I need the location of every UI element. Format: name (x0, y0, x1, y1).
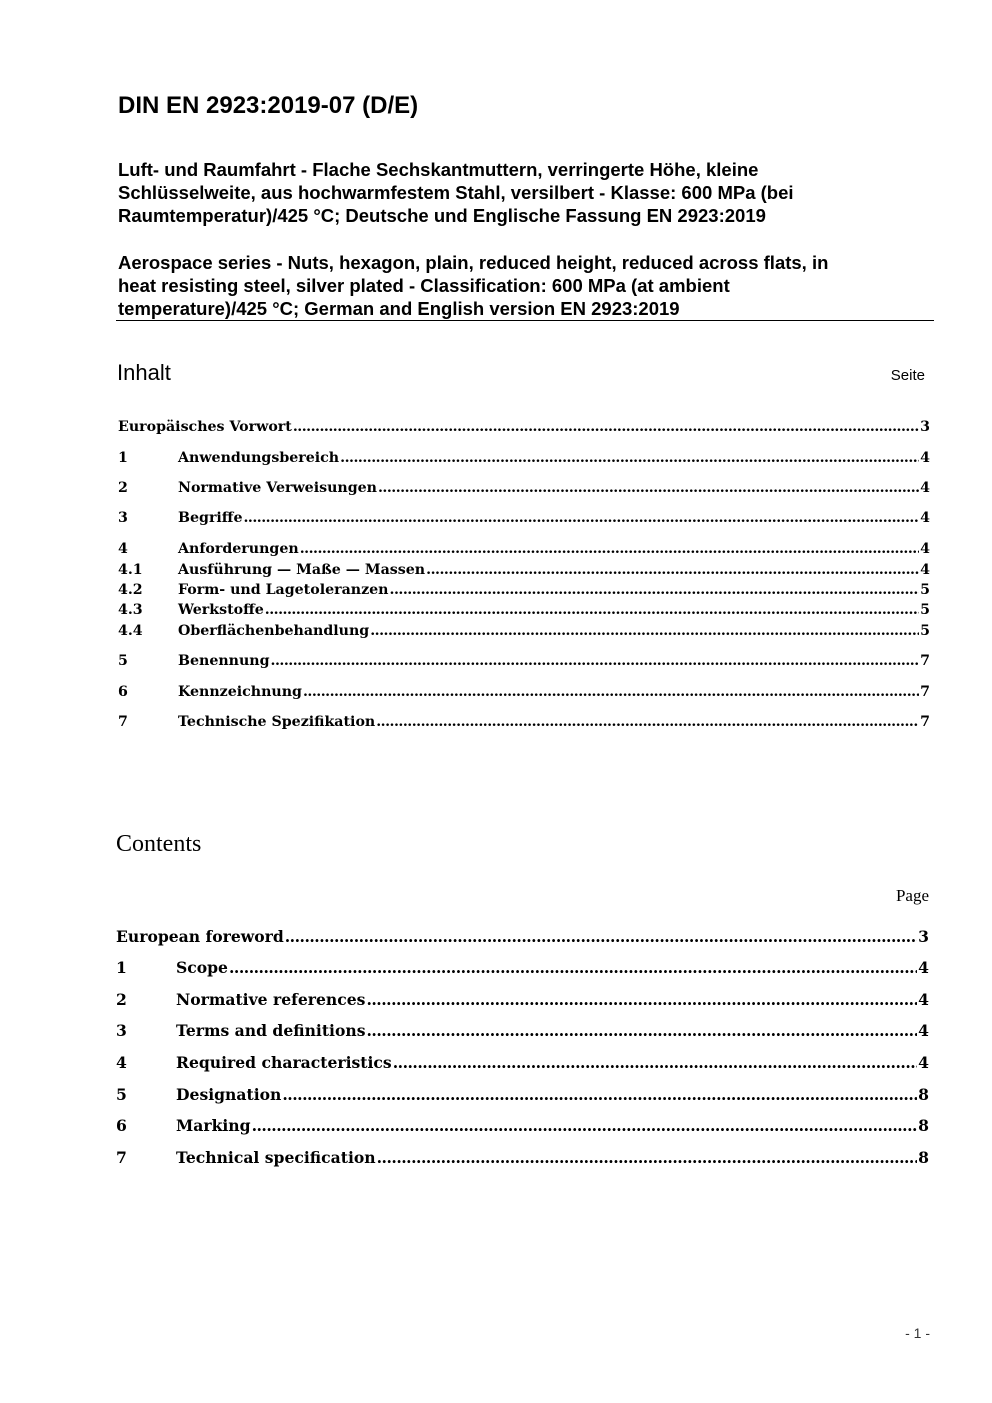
toc-leader-dots (367, 1021, 918, 1041)
toc-heading-german: Inhalt (117, 360, 171, 385)
toc-entry-title: Benennung (178, 653, 270, 669)
toc-entry-number: 4 (116, 1053, 127, 1072)
toc-leader-dots (377, 1148, 918, 1168)
toc-entry-page: 5 (920, 623, 930, 639)
toc-entry-title: Anforderungen (178, 541, 299, 557)
toc-leader-dots (282, 1085, 917, 1105)
toc-entry-title: Terms and definitions (176, 1021, 366, 1040)
toc-page-label-english: Page (895, 886, 929, 905)
toc-heading-english: Contents (116, 831, 202, 857)
subtitle-line: Raumtemperatur)/425 °C; Deutsche und Englische Fassung EN 2923:2019 (118, 205, 766, 226)
toc-entry[interactable] (116, 990, 929, 1010)
toc-entry-number: 1 (116, 958, 127, 977)
toc-entry[interactable] (116, 1085, 929, 1105)
subtitle-line: Aerospace series - Nuts, hexagon, plain, reduced height, reduced across flats, in (118, 252, 829, 273)
toc-entry-number: 4 (118, 541, 128, 557)
toc-entry-title: Kennzeichnung (178, 684, 302, 700)
toc-entry-page: 8 (918, 1085, 929, 1104)
toc-entry-page: 7 (920, 714, 930, 730)
page-number: - 1 - (905, 1325, 930, 1341)
toc-entry[interactable] (116, 927, 929, 947)
toc-entry-number: 4.1 (118, 562, 143, 578)
toc-entry[interactable] (116, 958, 929, 978)
toc-entry-number: 7 (116, 1148, 127, 1167)
document-title: DIN EN 2923:2019-07 (D/E) (118, 92, 419, 119)
toc-entry-title: Anwendungsbereich (178, 450, 340, 466)
toc-entry-page: 4 (920, 510, 930, 526)
toc-entry-page: 4 (920, 480, 930, 496)
toc-entry-title: Scope (176, 958, 228, 977)
toc-leader-dots (252, 1116, 918, 1136)
toc-entry-number: 5 (118, 653, 128, 669)
toc-leader-dots (229, 958, 917, 978)
toc-entry-page: 4 (920, 450, 930, 466)
toc-entry-title: Required characteristics (176, 1053, 392, 1072)
toc-entry-page: 3 (918, 927, 929, 946)
toc-page-label-german: Seite (890, 367, 925, 384)
toc-entry-number: 7 (118, 714, 128, 730)
toc-entry-page: 4 (918, 1053, 929, 1072)
toc-entry-title: Normative references (176, 990, 366, 1009)
toc-entry-number: 1 (118, 450, 128, 466)
toc-entry-number: 3 (116, 1021, 127, 1040)
toc-entry-title: Werkstoffe (178, 602, 264, 618)
toc-entry[interactable] (116, 1021, 929, 1041)
toc-entry[interactable] (116, 1053, 929, 1073)
toc-entry-number: 4.4 (118, 623, 143, 639)
toc-entry-page: 8 (918, 1148, 929, 1167)
toc-entry-page: 4 (920, 562, 930, 578)
toc-entry-title: Technical specification (176, 1148, 376, 1167)
toc-entry-number: 6 (116, 1116, 127, 1135)
toc-entry-number: 4.2 (118, 582, 143, 598)
toc-entry-title: European foreword (116, 927, 284, 946)
toc-entry-page: 4 (920, 541, 930, 557)
toc-entry-page: 3 (920, 419, 930, 435)
toc-entry-number: 6 (118, 684, 128, 700)
toc-entry[interactable] (116, 1116, 929, 1136)
toc-entry-title: Designation (176, 1085, 282, 1104)
toc-leader-dots (393, 1053, 917, 1073)
toc-entry-title: Ausführung — Maße — Massen (178, 562, 426, 578)
toc-entry-number: 2 (116, 990, 127, 1009)
toc-entry-page: 7 (920, 684, 930, 700)
toc-leader-dots (366, 990, 917, 1010)
toc-entry-page: 5 (920, 602, 930, 618)
toc-entry-number: 5 (116, 1085, 127, 1104)
toc-entry-number: 4.3 (118, 602, 143, 618)
toc-english (116, 0, 929, 1403)
toc-entry-title: Technische Spezifikation (178, 714, 376, 730)
toc-entry-title: Europäisches Vorwort (118, 419, 292, 435)
toc-entry-page: 7 (920, 653, 930, 669)
toc-entry-number: 2 (118, 480, 128, 496)
toc-entry-page: 4 (918, 990, 929, 1009)
subtitle-line: Schlüsselweite, aus hochwarmfestem Stahl, versilbert - Klasse: 600 MPa (bei (118, 182, 794, 203)
subtitle-line: heat resisting steel, silver plated - Classification: 600 MPa (at ambient (118, 275, 730, 296)
toc-entry[interactable] (116, 1148, 929, 1168)
toc-entry-page: 4 (918, 1021, 929, 1040)
toc-entry-number: 3 (118, 510, 128, 526)
toc-entry-page: 8 (918, 1116, 929, 1135)
toc-entry-page: 5 (920, 582, 930, 598)
toc-entry-title: Form- und Lagetoleranzen (178, 582, 389, 598)
subtitle-line: temperature)/425 °C; German and English version EN 2923:2019 (118, 298, 680, 319)
toc-entry-title: Normative Verweisungen (178, 480, 377, 496)
toc-entry-page: 4 (918, 958, 929, 977)
toc-entry-title: Marking (176, 1116, 251, 1135)
toc-entry-title: Oberflächenbehandlung (178, 623, 370, 639)
toc-entry-title: Begriffe (178, 510, 243, 526)
subtitle-line: Luft- und Raumfahrt - Flache Sechskantmuttern, verringerte Höhe, kleine (118, 159, 759, 180)
toc-leader-dots (285, 927, 917, 947)
